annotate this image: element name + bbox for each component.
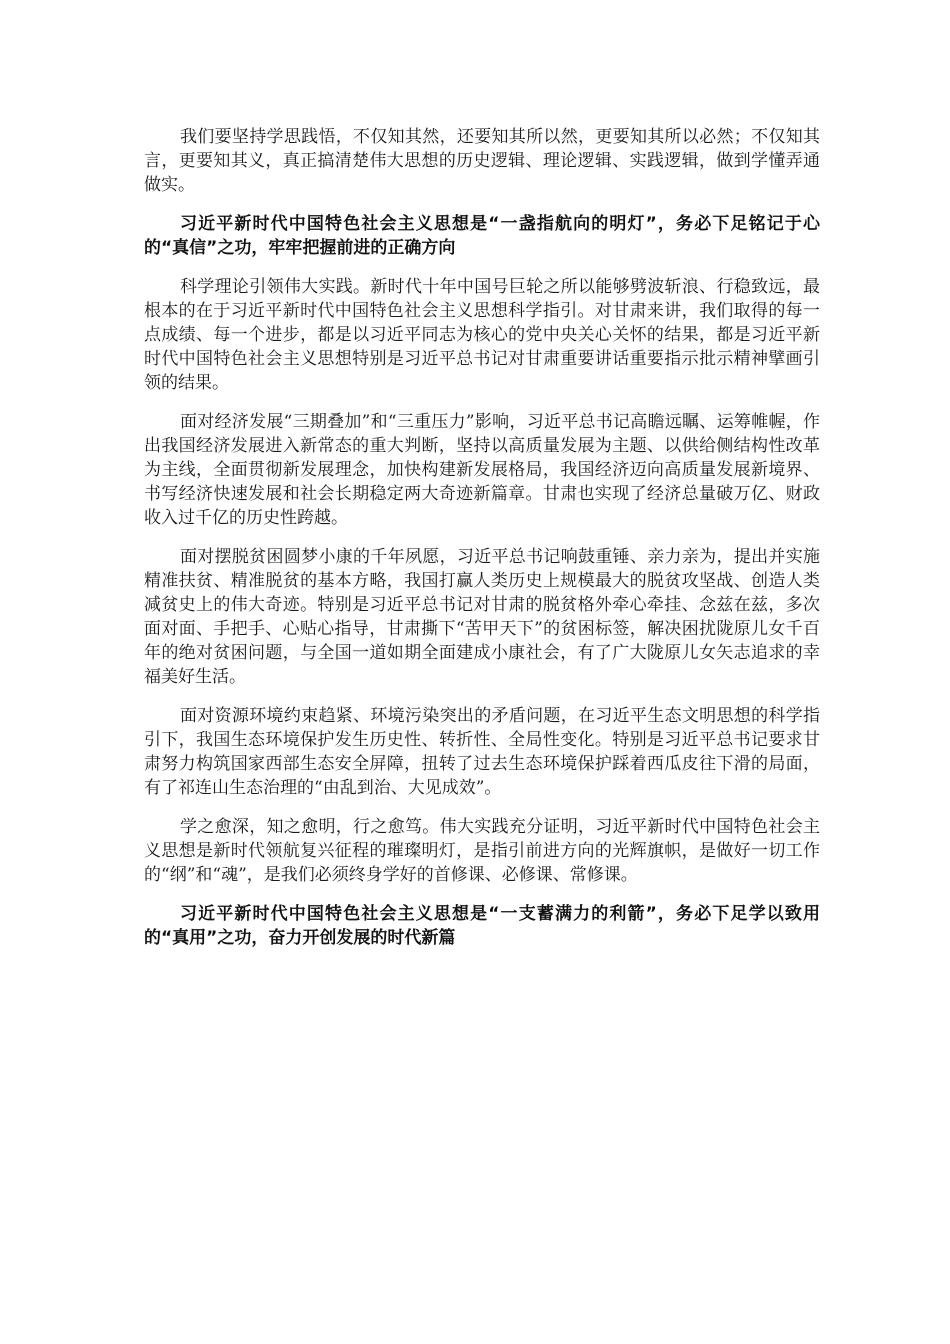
section-heading-2: 习近平新时代中国特色社会主义思想是“一支蓄满力的利箭”，务必下足学以致用的“真用”之功，奋力开创发展的时代新篇 [144, 904, 820, 948]
intro-paragraph: 我们要坚持学思践悟，不仅知其然，还要知其所以然，更要知其所以必然；不仅知其言，更要知其义，真正搞清楚伟大思想的历史逻辑、理论逻辑、实践逻辑，做到学懂弄通做实。 [144, 127, 820, 195]
document-body [144, 125, 820, 965]
body-paragraph: 面对资源环境约束趋紧、环境污染突出的矛盾问题，在习近平生态文明思想的科学指引下，我国生态环境保护发生历史性、转折性、全局性变化。特别是习近平总书记要求甘肃努力构筑国家西部生态安全屏障，扭转了过去生态环境保护踩着西瓜皮往下滑的局面，有了祁连山生态治理的“由乱到治、大见成效”。 [144, 706, 820, 798]
body-paragraph: 面对经济发展“三期叠加”和“三重压力”影响，习近平总书记高瞻远瞩、运筹帷幄，作出我国经济发展进入新常态的重大判断，坚持以高质量发展为主题、以供给侧结构性改革为主线，全面贯彻新发展理念，加快构建新发展格局，我国经济迈向高质量发展新境界、书写经济快速发展和社会长期稳定两大奇迹新篇章。甘肃也实现了经济总量破万亿、财政收入过千亿的历史性跨越。 [144, 412, 820, 528]
body-paragraph: 学之愈深，知之愈明，行之愈笃。伟大实践充分证明，习近平新时代中国特色社会主义思想是新时代领航复兴征程的璀璨明灯，是指引前进方向的光辉旗帜，是做好一切工作的“纲”和“魂”，是我们必须终身学好的首修课、必修课、常修课。 [144, 817, 820, 885]
body-paragraph: 科学理论引领伟大实践。新时代十年中国号巨轮之所以能够劈波斩浪、行稳致远，最根本的在于习近平新时代中国特色社会主义思想科学指引。对甘肃来讲，我们取得的每一点成绩、每一个进步，都是以习近平同志为核心的党中央关心关怀的结果，都是习近平新时代中国特色社会主义思想特别是习近平总书记对甘肃重要讲话重要指示批示精神擘画引领的结果。 [144, 277, 820, 393]
body-paragraph: 面对摆脱贫困圆梦小康的千年夙愿，习近平总书记响鼓重锤、亲力亲为，提出并实施精准扶贫、精准脱贫的基本方略，我国打赢人类历史上规模最大的脱贫攻坚战、创造人类减贫史上的伟大奇迹。特别是习近平总书记对甘肃的脱贫格外牵心牵挂、念兹在兹，多次面对面、手把手、心贴心指导，甘肃撕下“苦甲天下”的贫困标签，解决困扰陇原儿女千百年的绝对贫困问题，与全国一道如期全面建成小康社会，有了广大陇原儿女矢志追求的幸福美好生活。 [144, 547, 820, 687]
section-heading-1: 习近平新时代中国特色社会主义思想是“一盏指航向的明灯”，务必下足铭记于心的“真信”之功，牢牢把握前进的正确方向 [144, 214, 820, 258]
